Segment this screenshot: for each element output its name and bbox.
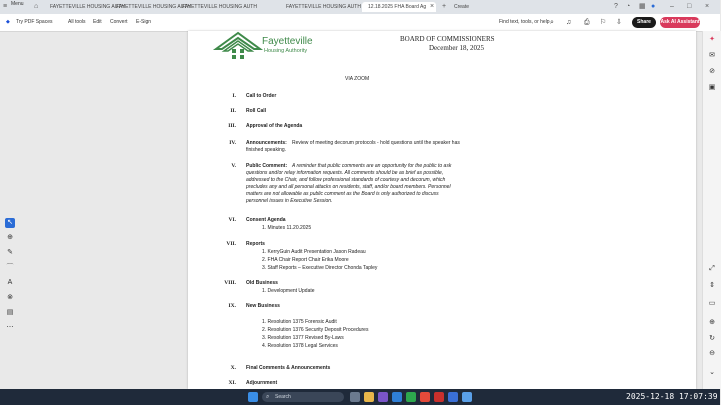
item-number: III.	[228, 123, 236, 129]
taskbar-search[interactable]	[262, 392, 344, 402]
sub-item: 4. Resolution 1378 Legal Services	[262, 343, 338, 349]
menu-esign[interactable]: E-Sign	[136, 19, 152, 25]
item-number: II.	[230, 108, 236, 114]
search-icon[interactable]: ⌕	[550, 19, 554, 26]
item-text: A reminder that public comments are an opportunity for the public to ask	[292, 163, 452, 169]
item-title: Final Comments & Announcements	[246, 365, 331, 371]
chrome-icon[interactable]	[420, 392, 430, 402]
sub-item: 2. FHA Chair Report Chair Erika Moore	[262, 257, 349, 263]
item-number: IX.	[228, 303, 236, 309]
expand-icon[interactable]: ⤢	[709, 265, 715, 272]
sub-item: 1. Minutes 11.20.2025	[262, 225, 312, 231]
item-title: Announcements:	[246, 140, 287, 146]
attach-icon[interactable]: ⊘	[709, 68, 715, 75]
meeting-date: December 18, 2025	[429, 44, 485, 52]
page-thumb-icon[interactable]: ▭	[708, 300, 716, 307]
sub-item: 3. Resolution 1377 Revised By-Laws	[262, 335, 344, 341]
acrobat-toolbar	[0, 14, 720, 32]
excel-icon[interactable]	[406, 392, 416, 402]
bookmark-icon[interactable]: ⚐	[600, 19, 607, 26]
item-text: precludes any and all personal attacks on residents, staff, and/or board members. Personnel	[246, 184, 451, 190]
item-number: VI.	[228, 217, 236, 223]
outlook-icon[interactable]	[392, 392, 402, 402]
file-explorer-icon[interactable]	[364, 392, 374, 402]
save-icon[interactable]: ⇩	[616, 19, 622, 26]
task-view-icon[interactable]	[350, 392, 360, 402]
share-button[interactable]: Share	[632, 17, 656, 28]
right-tool-rail	[702, 31, 721, 389]
item-number: IV.	[229, 140, 236, 146]
zoom-out-icon[interactable]: ⊖	[709, 350, 715, 357]
clock: 2025-12-18 17:07:39	[626, 392, 718, 401]
sub-item: 2. Resolution 1376 Security Deposit Procedures	[262, 327, 369, 333]
item-number: VIII.	[224, 280, 236, 286]
board-title: BOARD OF COMMISSIONERS	[400, 35, 495, 43]
sub-item: 1. Resolution 1375 Forensic Audit	[262, 319, 337, 325]
org-name: Fayetteville	[262, 36, 313, 47]
item-title: Public Comment:	[246, 163, 288, 169]
select-tool-icon[interactable]: ↖	[5, 218, 15, 228]
sub-item: 1. Development Update	[262, 288, 315, 294]
pdf-page	[188, 31, 696, 389]
item-title: Old Business	[246, 280, 278, 286]
rotate-icon[interactable]: ↻	[709, 335, 715, 342]
draw-tool-icon[interactable]: ✎	[7, 249, 13, 256]
org-subname: Housing Authority	[264, 48, 308, 54]
text-box-tool-icon[interactable]: A	[7, 279, 13, 286]
minimize-icon[interactable]: –	[670, 3, 674, 10]
page-tool-icon[interactable]: ▤	[6, 309, 14, 316]
apps-icon[interactable]: ▦	[639, 3, 646, 10]
via-zoom: VIA ZOOM	[345, 76, 370, 82]
menu-icon[interactable]: ≡	[3, 3, 8, 10]
help-icon[interactable]: ?	[614, 3, 618, 10]
item-text: questions and/or relay information requests. All comments should be as brief as possible,	[246, 170, 444, 176]
start-icon[interactable]	[248, 392, 258, 402]
acrobat-icon[interactable]	[434, 392, 444, 402]
headphones-icon[interactable]: ♫	[566, 19, 572, 26]
tab-1[interactable]: FAYETTEVILLE HOUSING AUTH	[50, 4, 125, 10]
housing-authority-logo	[214, 31, 262, 63]
item-title: Reports	[246, 241, 265, 247]
item-text: finished speaking.	[246, 147, 287, 153]
comment-icon[interactable]: ✉	[709, 52, 715, 59]
item-title: Consent Agenda	[246, 217, 286, 223]
scroll-down-icon[interactable]: ⌄	[709, 369, 715, 376]
item-title: Approval of the Agenda	[246, 123, 303, 129]
tab-3[interactable]: FAYETTEVILLE HOUSING AUTH	[182, 4, 257, 10]
taskbar	[0, 389, 720, 405]
account-icon[interactable]: ●	[651, 3, 656, 10]
item-number: I.	[232, 93, 236, 99]
menu-edit[interactable]: Edit	[93, 19, 102, 25]
highlight-tool-icon[interactable]: ⌒	[6, 264, 14, 271]
more-tools-icon[interactable]: ⋯	[6, 324, 14, 331]
teams-icon[interactable]	[378, 392, 388, 402]
item-number: X.	[230, 365, 236, 371]
search-icon: ⌕	[266, 394, 270, 400]
sub-item: 3. Staff Reports – Executive Director Chonda Tapley	[262, 265, 378, 271]
word-icon[interactable]	[448, 392, 458, 402]
tab-active[interactable]: 12.18.2025 FHA Board Ag	[362, 2, 436, 12]
close-window-icon[interactable]: ×	[705, 3, 710, 10]
new-tab-icon[interactable]: +	[442, 3, 447, 10]
left-tool-rail	[0, 210, 18, 340]
menu-all-tools[interactable]: All tools	[68, 19, 86, 25]
item-text: Review of meeting decorum protocols - hold questions until the speaker has	[292, 140, 460, 146]
menu-label[interactable]: Menu	[11, 1, 24, 7]
item-title: Roll Call	[246, 108, 267, 114]
zoom-in-icon[interactable]: ⊕	[709, 319, 715, 326]
home-icon[interactable]: ⌂	[34, 3, 39, 10]
ai-icon[interactable]: ✦	[709, 36, 715, 43]
close-tab-icon[interactable]: ×	[430, 3, 435, 10]
sub-item: 1. KerryGuin Audit Presentation Jason Radeau	[262, 249, 366, 255]
pdf-spaces-link[interactable]: Try PDF Spaces	[16, 19, 53, 25]
item-title: Adjournment	[246, 380, 278, 386]
item-text: addressed to the Chair, and follow professional standards of courtesy and decorum, which	[246, 177, 446, 183]
item-text: personnel issues in Executive Session.	[246, 198, 333, 204]
item-number: V.	[231, 163, 236, 169]
item-number: XI.	[228, 380, 236, 386]
spaces-icon[interactable]: ◆	[6, 19, 10, 25]
menu-convert[interactable]: Convert	[110, 19, 128, 25]
layers-icon[interactable]: ▣	[708, 84, 716, 91]
maximize-icon[interactable]: □	[687, 3, 692, 10]
taskbar-search-label: Search	[275, 394, 291, 400]
tab-2[interactable]: FAYETTEVILLE HOUSING AUTH	[116, 4, 191, 10]
bell-icon[interactable]: ◔	[626, 3, 631, 10]
stamp-tool-icon[interactable]: ⊗	[7, 294, 13, 301]
app-icon[interactable]	[462, 392, 472, 402]
zoom-tool-icon[interactable]: ⊕	[7, 234, 13, 241]
item-title: New Business	[246, 303, 280, 309]
create-tab[interactable]: Create	[454, 4, 470, 10]
search-input[interactable]: Find text, tools, or help	[499, 19, 550, 25]
item-title: Call to Order	[246, 93, 277, 99]
fit-page-icon[interactable]: ⇕	[709, 282, 715, 289]
print-icon[interactable]: ⎙	[584, 19, 590, 26]
item-number: VII.	[226, 241, 236, 247]
tab-4[interactable]: FAYETTEVILLE HOUSING AUTH	[286, 4, 361, 10]
browser-tab-bar	[0, 0, 720, 14]
item-text: matters are not allowable as public comment as the Board is only authorized to discuss	[246, 191, 439, 197]
ai-assistant-button[interactable]: Ask AI Assistant	[660, 17, 700, 28]
